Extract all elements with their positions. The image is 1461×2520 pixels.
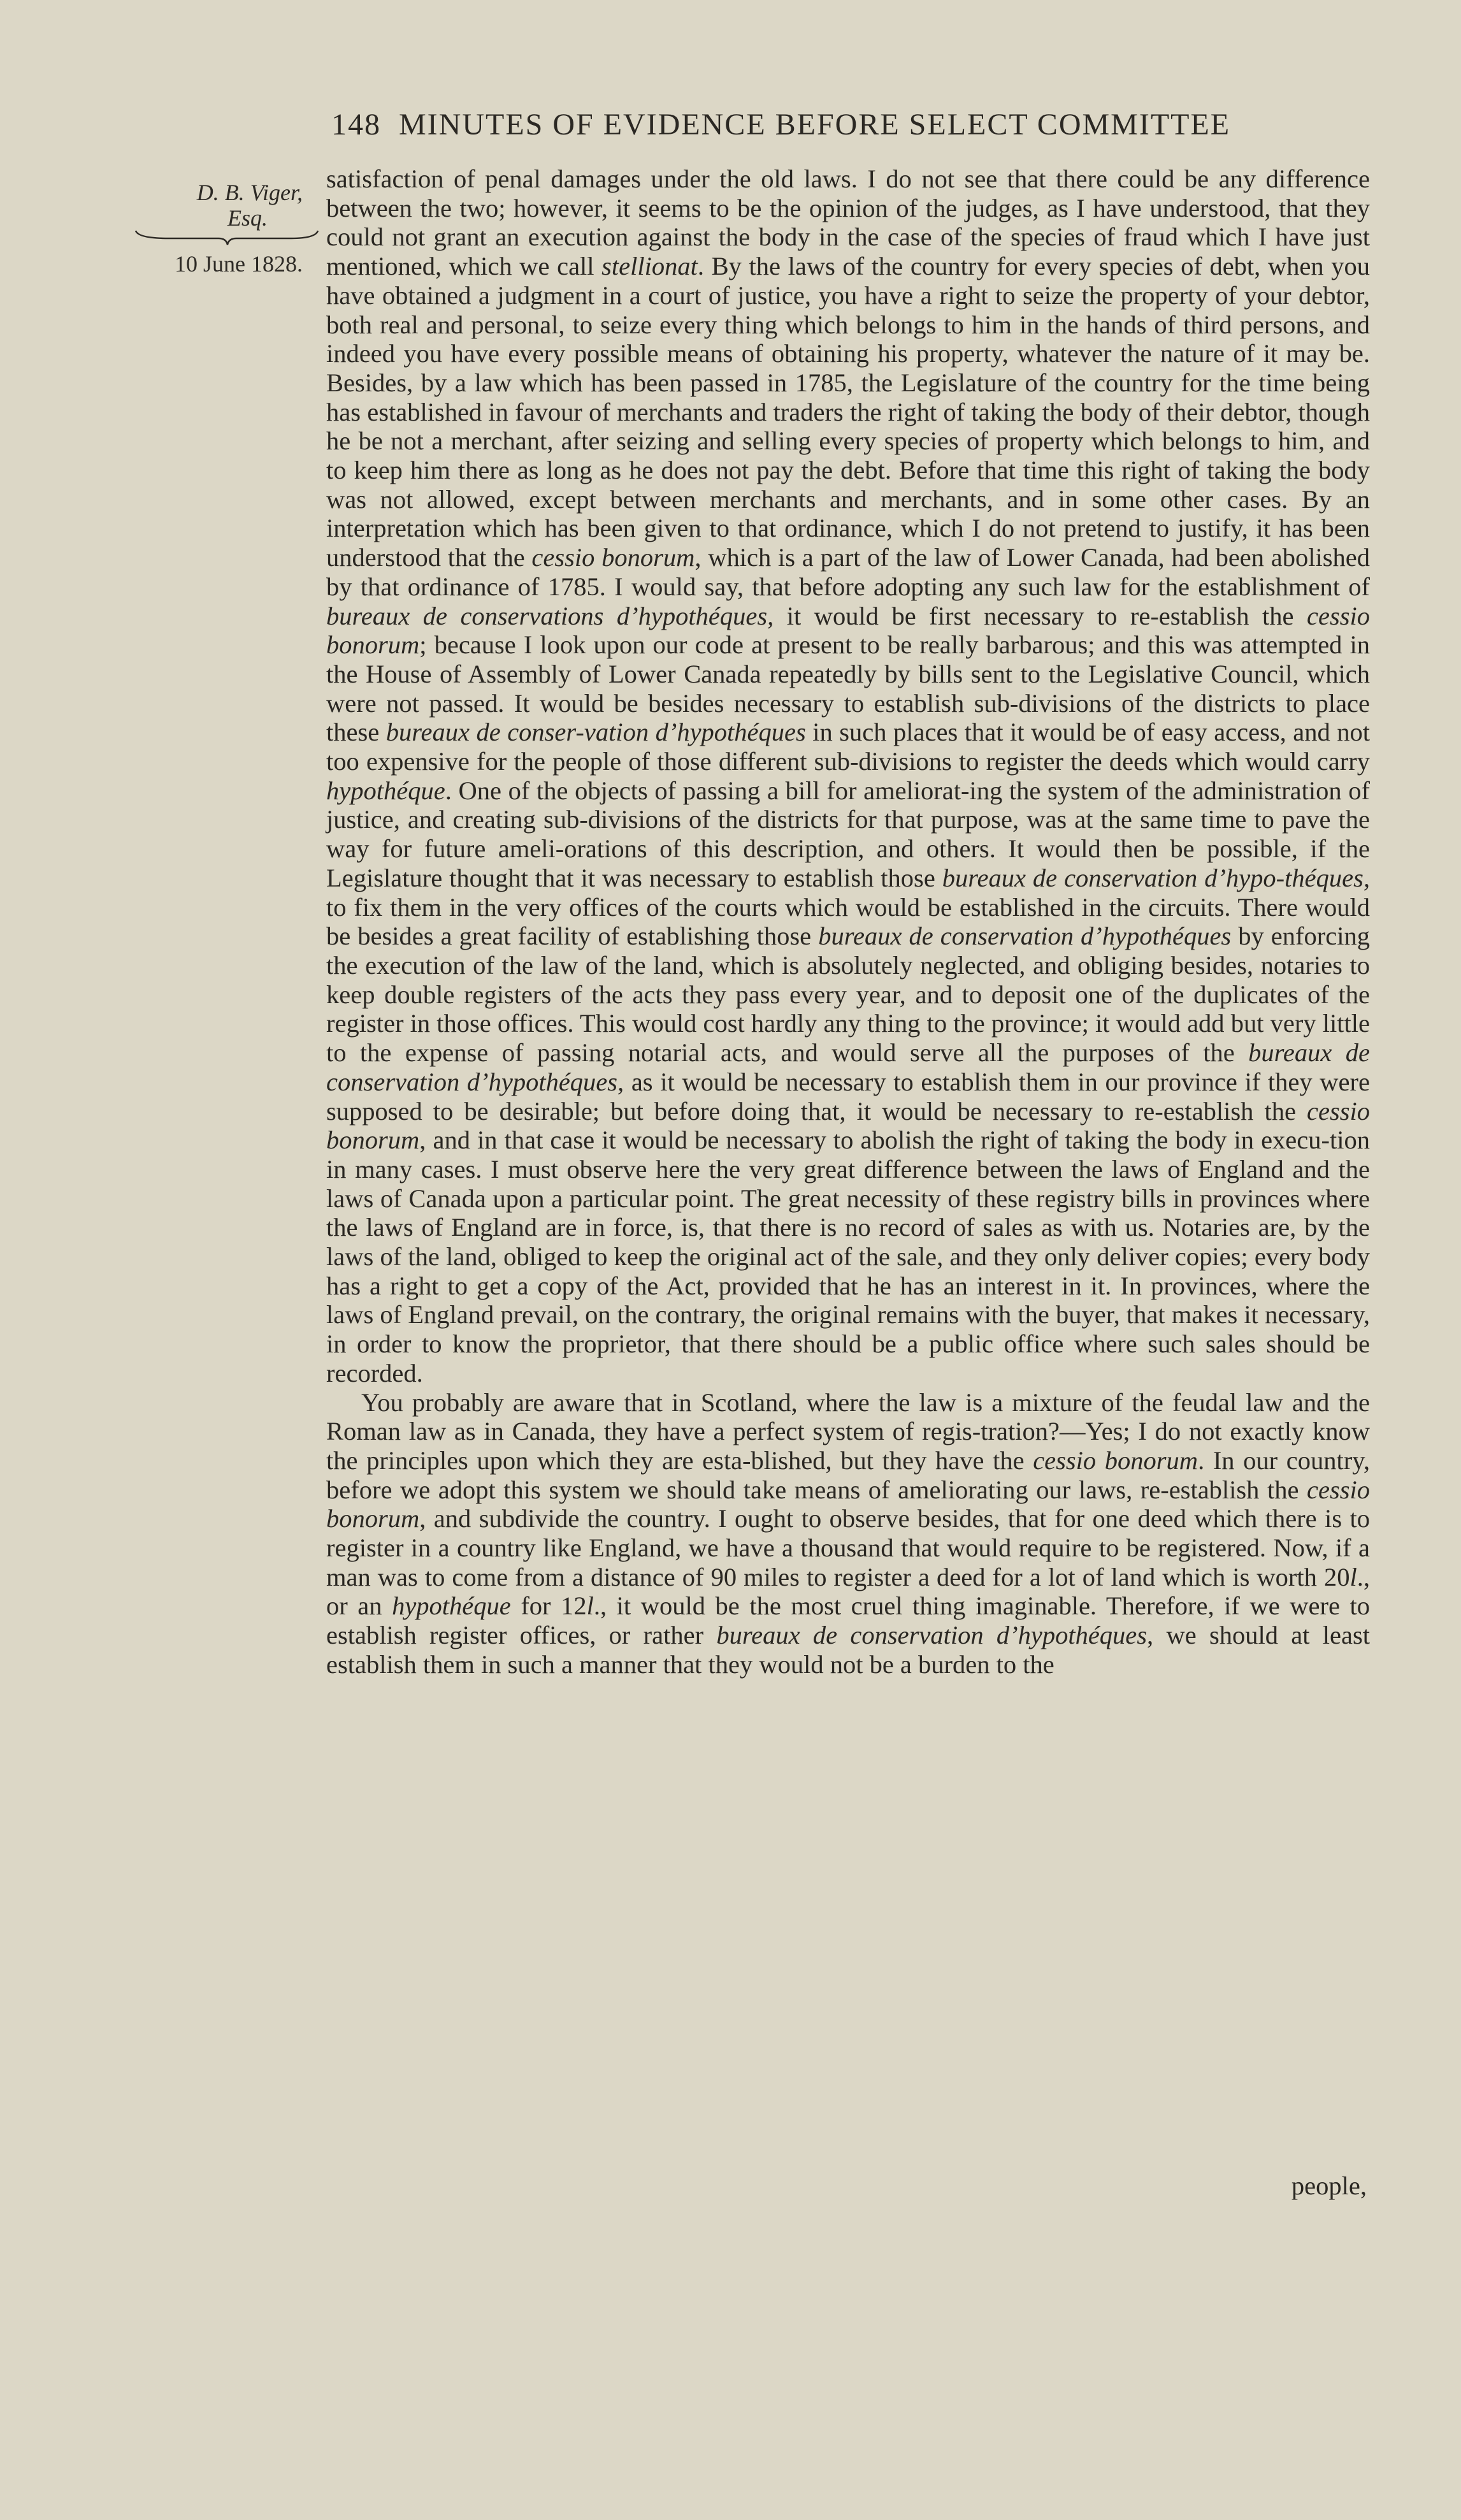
text-run: ., or an xyxy=(326,1562,1370,1621)
testimony-date: 10 June 1828. xyxy=(175,251,303,277)
italic-run: bureaux de conservation d’hypo-théques, xyxy=(942,863,1370,892)
text-run: for 12 xyxy=(510,1591,587,1621)
running-header xyxy=(331,107,1351,142)
text-run: to fix them in the very offices of the courts which would be established in the circuits. There would be besides a great facility of establishing those xyxy=(326,892,1370,951)
page-number: 148 xyxy=(331,108,381,141)
text-run: ; because I look upon our code at present to be really barbarous; and this was attempted in the House of Assembly of Lower Canada repeatedly by bills sent to the Legislative Council, which were not passed. It would be besides necessary to establish sub-divisions of the districts to place these xyxy=(326,630,1370,747)
witness-suffix: Esq. xyxy=(227,205,268,231)
italic-run: bureaux de conservation d’hypothéques, xyxy=(326,1038,1370,1096)
italic-run: cessio bonorum xyxy=(326,1475,1370,1533)
paragraph xyxy=(326,164,1370,1388)
running-title: MINUTES OF EVIDENCE BEFORE SELECT COMMITTEE xyxy=(399,108,1231,141)
text-run: You probably are aware that in Scotland, where the law is a mixture of the feudal law and the Roman law as in Canada, they have a perfect system of regis-tration?—Yes; I do not exactly know the principles upon which they are esta-blished, but they have the xyxy=(326,1387,1370,1475)
text-run: . By the laws of the country for every species of debt, when you have obtained a judgment in a court of justice, you have a right to seize the property of your debtor, both real and personal, to seize every thing which belongs to him in the hands of third persons, and indeed you have every possible means of obtaining his property, whatever the nature of it may be. Besides, by a law which has been passed in 1785, the Legislature of the country for the time being has established in favour of merchants and traders the right of taking the body of their debtor, though he be not a merchant, after seizing and selling every species of property which belongs to him, and to keep him there as long as he does not pay the debt. Before that time this right of taking the body was not allowed, except between merchants and merchants, and in some other cases. By an interpretation which has been given to that ordinance, which I do not pretend to justify, it has been understood that the xyxy=(326,252,1370,572)
marginal-note xyxy=(131,180,322,277)
text-run: , we should at least establish them in such a manner that they would not be a burden to the xyxy=(326,1621,1370,1679)
text-run: satisfaction of penal damages under the old laws. I do not see that there could be any difference between the two; however, it seems to be the opinion of the judges, as I have understood, that they could not grant an execution against the body in the case of the species of fraud which I have just mentioned, which we call xyxy=(326,164,1370,281)
text-run: it would be first necessary to re-establish the xyxy=(774,601,1307,630)
brace-ornament xyxy=(131,228,322,247)
text-run: . One of the objects of passing a bill for ameliorat-ing the system of the administration of justice, and creating sub-divisions of the districts for that purpose, was at the same time to pave the way for future ameli-orations of this description, and others. It would then be possible, if the Legislature thought that it was necessary to establish those xyxy=(326,776,1370,892)
text-run: , which is a part of the law of Lower Canada, had been abolished by that ordinance of 1785. I would say, that before adopting any such law for the establishment of xyxy=(326,543,1370,601)
text-run: . In our country, before we adopt this system we should take means of ameliorating our laws, re-establish the xyxy=(326,1445,1370,1504)
italic-run: cessio bonorum xyxy=(1033,1445,1198,1475)
paragraph xyxy=(326,1388,1370,1679)
italic-run: bureaux de conser-vation d’hypothéques xyxy=(385,718,806,747)
italic-run: hypothéque xyxy=(392,1591,511,1621)
body-text xyxy=(326,164,1370,1679)
text-run: by enforcing the execution of the law of the land, which is absolutely neglected, and obliging besides, notaries to keep double registers of the acts they pass every year, and to deposit one of the duplicates of the register in those offices. This would cost hardly any thing to the province; it would add but very little to the expense of passing notarial acts, and would serve all the purposes of the xyxy=(326,922,1370,1068)
italic-run: cessio bonorum xyxy=(326,1096,1370,1155)
italic-run: hypothéque xyxy=(326,776,445,805)
text-run: ., it would be the most cruel thing imaginable. Therefore, if we were to establish register offices, or rather xyxy=(326,1591,1370,1650)
text-run: , and subdivide the country. I ought to observe besides, that for one deed which there is to register in a country like England, we have a thousand that would require to be registered. Now, if a man was to come from a distance of 90 miles to register a deed for a lot of land which is worth 20 xyxy=(326,1504,1370,1591)
text-run: in such places that it would be of easy access, and not too expensive for the people of those different sub-divisions to register the deeds which would carry xyxy=(326,718,1371,776)
italic-run: l xyxy=(586,1591,594,1621)
text-run: as it would be necessary to establish them in our province if they were supposed to be desirable; but before doing that, it would be necessary to re-establish the xyxy=(326,1067,1370,1126)
catchword: people, xyxy=(1291,2171,1367,2200)
witness-name: D. B. Viger, xyxy=(196,180,303,205)
italic-run: cessio bonorum xyxy=(531,543,695,572)
italic-run: bureaux de conservation d’hypothéques xyxy=(716,1621,1148,1650)
text-run: , and in that case it would be necessary to abolish the right of taking the body in execu-tion in many cases. I must observe here the very great difference between the laws of England and the laws of Canada upon a particular point. The great necessity of these registry bills in provinces where the laws of England are in force, is, that there is no record of sales as with us. Notaries are, by the laws of the land, obliged to keep the original act of the sale, and they only deliver copies; every body has a right to get a copy of the Act, provided that he has an interest in it. In provinces, where the laws of England prevail, on the contrary, the original remains with the buyer, that makes it necessary, in order to know the proprietor, that there should be a public office where such sales should be recorded. xyxy=(326,1126,1370,1387)
italic-run: l xyxy=(1349,1562,1357,1591)
italic-run: bureaux de conservation d’hypothéques xyxy=(818,922,1232,951)
italic-run: cessio bonorum xyxy=(326,601,1371,660)
italic-run: bureaux de conservations d’hypothéques, xyxy=(326,601,774,630)
italic-run: stellionat xyxy=(601,252,698,281)
